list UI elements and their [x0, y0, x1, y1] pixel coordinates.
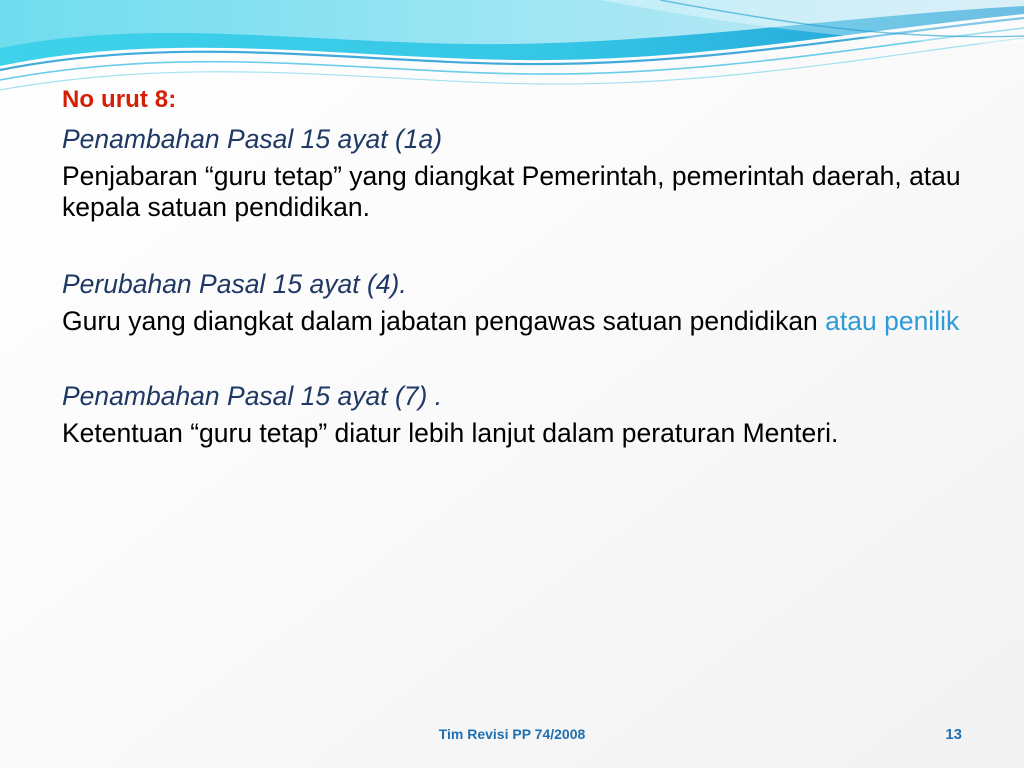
block-2-body-text: Guru yang diangkat dalam jabatan pengawas satuan pendidikan: [62, 306, 826, 336]
block-3-body: Ketentuan “guru tetap” diatur lebih lanjut dalam peraturan Menteri.: [62, 418, 839, 448]
block-2-body-accent: atau penilik: [825, 306, 960, 336]
page-title: No urut 8:: [62, 86, 177, 113]
block-1-subhead: Penambahan Pasal 15 ayat (1a): [62, 124, 443, 154]
block-3-subhead: Penambahan Pasal 15 ayat (7) .: [62, 381, 443, 411]
block-2-body: [62, 306, 962, 337]
slide-content: [62, 86, 962, 449]
footer-text: Tim Revisi PP 74/2008: [438, 726, 586, 742]
slide-footer: [0, 726, 1024, 746]
page-number: 13: [945, 726, 962, 743]
spacer-1: [62, 223, 962, 269]
spacer-2: [62, 337, 962, 381]
block-2-subhead: Perubahan Pasal 15 ayat (4).: [62, 269, 407, 299]
block-1-body: Penjabaran “guru tetap” yang diangkat Pemerintah, pemerintah daerah, atau kepala satuan pendidikan.: [62, 161, 961, 222]
